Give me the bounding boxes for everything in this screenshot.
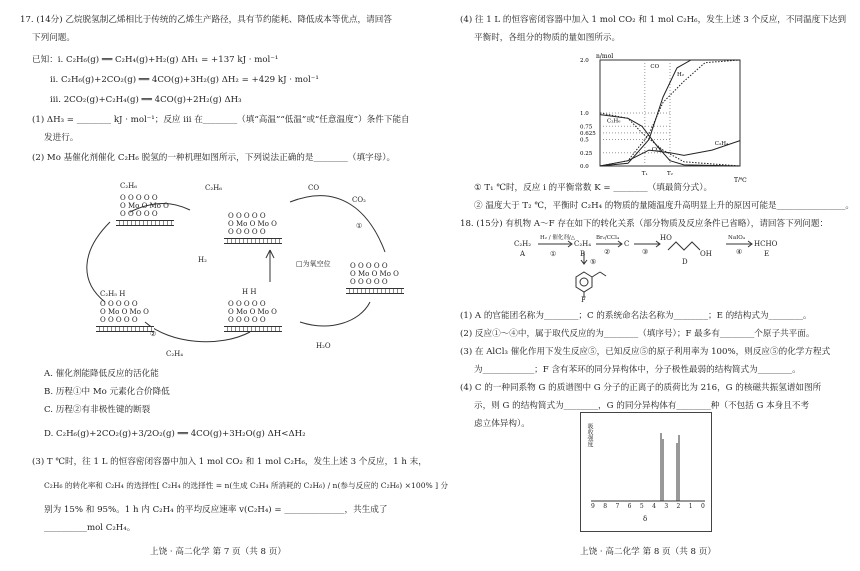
y-tick-label: 0.5 xyxy=(580,137,589,144)
x-axis-label: T/℃ xyxy=(734,177,747,182)
series-label: CO₂ xyxy=(651,147,663,154)
y-tick-label: 1.0 xyxy=(580,111,589,117)
equilibrium-chart xyxy=(560,50,750,182)
q17-3-line1: (3) T ℃时，往 1 L 的恒容密闭容器中加入 1 mol CO₂ 和 1 mol C₂H₆，发生上述 3 个反应，1 h 末， xyxy=(32,457,427,467)
compound-c: C xyxy=(624,240,630,248)
q17-2: (2) Mo 基催化剂催化 C₂H₆ 脱氢的一种机理如图所示，下列说法正确的是________（填字母）。 xyxy=(32,153,396,163)
d-ho: HO xyxy=(660,234,672,242)
q18-2: (2) 反应①～④中，属于取代反应的为________（填序号）；F 最多有________个原子共平面。 xyxy=(460,329,815,339)
series-label: CO xyxy=(650,63,660,70)
mo-row-b5: O Mo O Mo O xyxy=(228,308,277,316)
mo-row-b4: O Mo O Mo O xyxy=(100,308,149,316)
h2-product: H₂ xyxy=(198,256,207,264)
step-5-mark: ⑤ xyxy=(590,258,597,266)
mo-row-b2: O Mo O Mo O xyxy=(228,220,277,228)
label-b: B xyxy=(580,250,586,258)
reagent-4: NaIO₄ xyxy=(728,235,745,241)
mo-row-c3: O O O O O xyxy=(350,278,388,286)
y-tick-label: 0.75 xyxy=(580,124,593,131)
step-4-mark: ④ xyxy=(736,248,743,256)
q17-3-line4: __________mol C₂H₄。 xyxy=(44,523,136,533)
q18-4-line1: (4) C 的一种同系物 G 的质谱图中 G 分子的正离子的质荷比为 216，G 的核磁共振氢谱如图所 xyxy=(460,383,822,393)
mo-row-a4: O O O O O xyxy=(100,300,138,308)
c2h5h-label: C₂H₅ H xyxy=(100,290,126,298)
nmr-xlabel: δ xyxy=(643,515,648,523)
c2h6-reactant: C₂H₆ xyxy=(205,184,223,192)
mo-row-c5: O O O O O xyxy=(228,316,266,324)
mechanism-diagram xyxy=(70,172,410,362)
nmr-xtick: 1 xyxy=(688,503,693,510)
label-d: D xyxy=(682,258,688,266)
mo-row-a5: O O O O O xyxy=(228,300,266,308)
co2-reactant: CO₂ xyxy=(352,196,366,204)
step-2-mark: ② xyxy=(604,248,611,256)
q17-title-cont: 下列问题。 xyxy=(32,33,75,43)
nmr-xtick: 9 xyxy=(591,503,595,510)
y-tick-label: 2.0 xyxy=(580,58,589,64)
step-3-mark: ③ xyxy=(642,248,649,256)
known-eq2: ii. C₂H₆(g)+2CO₂(g) ══ 4CO(g)+3H₂(g) ΔH₂ = +429 kJ · mol⁻¹ xyxy=(50,75,319,85)
mo-row-a2: O O O O O xyxy=(228,212,266,220)
mo-row-b: O Mo O Mo O xyxy=(120,202,169,210)
series-label: C₂H₄ xyxy=(714,140,729,147)
nmr-plot xyxy=(581,413,711,531)
compound-a: C₂H₂ xyxy=(514,240,532,248)
q17-1-cont: 发进行。 xyxy=(44,133,79,143)
option-b: B. 历程①中 Mo 元素化合价降低 xyxy=(44,387,170,397)
label-a: A xyxy=(520,250,526,258)
q17-4-2: ② 温度大于 T₂ ℃，平衡时 C₂H₄ 的物质的量随温度升高明显上升的原因可能是________________。 xyxy=(474,201,854,211)
q18-title: 18. (15分) 有机物 A～F 存在如下的转化关系（部分物质及反应条件已省略），请回答下列问题： xyxy=(460,219,829,229)
compound-e: HCHO xyxy=(754,240,778,248)
option-d: D. C₂H₆(g)+2CO₂(g)+3/2O₂(g) ══ 4CO(g)+3H₂O(g) ΔH<ΔH₂ xyxy=(44,429,306,439)
h2o-product: H₂O xyxy=(316,342,331,350)
mo-row-a3: O O O O O xyxy=(350,262,388,270)
nmr-xtick: 5 xyxy=(639,503,644,510)
q17-3-line3: 别为 15% 和 95%。1 h 内 C₂H₄ 的平均反应速率 v(C₂H₄) = ______________，共生成了 xyxy=(44,505,388,515)
catalyst-surface-2 xyxy=(224,238,282,244)
q17-3-line2: C₂H₆ 的转化率和 C₂H₄ 的选择性[ C₂H₄ 的选择性 = n(生成 C₂H₄ 所消耗的 C₂H₆) / n(参与反应的 C₂H₆) ×100% ] 分 xyxy=(44,481,449,490)
mo-row-c2: O O O O O xyxy=(228,228,266,236)
d-oh: OH xyxy=(700,250,712,258)
mo-row-c4: O O O O O xyxy=(100,316,138,324)
q18-3-line1: (3) 在 AlCl₃ 催化作用下发生反应⑤，已知反应⑤的原子利用率为 100%，则反应⑤的化学方程式 xyxy=(460,347,831,357)
reagent-2: Br₂/CCl₄ xyxy=(596,235,620,241)
catalyst-surface-3 xyxy=(346,288,404,294)
nmr-xtick: 4 xyxy=(652,503,656,510)
c2h6-label-top: C₂H₆ xyxy=(120,182,138,190)
nmr-xtick: 0 xyxy=(701,503,705,510)
step-1-label: ① xyxy=(356,222,363,230)
q17-4-line2: 平衡时，各组分的物质的量如图所示。 xyxy=(474,33,621,43)
q18-4-line2: 示，则 G 的结构简式为________，G 的同分异构体有________种（不包括 G 本身且不考 xyxy=(474,401,810,411)
y-tick-label: 0.0 xyxy=(580,164,589,170)
nmr-xtick: 3 xyxy=(664,503,669,510)
nmr-ylabel: 吸收强度 xyxy=(586,423,593,447)
page-8 xyxy=(430,0,860,571)
y-tick-label: 0.625 xyxy=(580,130,596,137)
series-label: H₂ xyxy=(677,71,685,78)
mo-row-c: O O O O O xyxy=(120,210,158,218)
compound-b: C₂H₄ xyxy=(574,240,592,248)
synthesis-arrows xyxy=(510,232,830,304)
mo-row-b3: O Mo O Mo O xyxy=(350,270,399,278)
step-1-mark: ① xyxy=(550,250,557,258)
reagent-1: H₂ / 催化剂/△ xyxy=(540,235,575,241)
known-eq3: iii. 2CO₂(g)+C₂H₄(g) ══ 4CO(g)+2H₂(g) ΔH₃ xyxy=(50,95,242,105)
q18-4-line3: 虑立体异构）。 xyxy=(474,419,530,429)
known-eq1: 已知：i. C₂H₆(g) ══ C₂H₄(g)+H₂(g) ΔH₁ = +137 kJ · mol⁻¹ xyxy=(32,55,279,65)
q17-title: 17. (14分) 乙烷脱氢制乙烯相比于传统的乙烯生产路径，具有节约能耗、降低成本等优点，请回答 xyxy=(20,15,392,25)
label-f: F xyxy=(581,296,586,304)
catalyst-surface-1 xyxy=(116,220,174,226)
catalyst-surface-4 xyxy=(96,326,154,332)
nmr-xtick: 8 xyxy=(603,503,608,510)
q18-1: (1) A 的官能团名称为________；C 的系统命名法名称为________；E 的结构式为________。 xyxy=(460,311,812,321)
co-product: CO xyxy=(308,184,320,192)
y-axis-label: n/mol xyxy=(596,53,614,60)
step-2-label: ② xyxy=(150,330,157,338)
nmr-xticks xyxy=(591,503,705,513)
q17-4-line1: (4) 往 1 L 的恒容密闭容器中加入 1 mol CO₂ 和 1 mol C₂H₆，发生上述 3 个反应，不同温度下达到 xyxy=(460,15,847,25)
c2h4-product: C₂H₄ xyxy=(166,350,184,358)
q17-1: (1) ΔH₃ = ________ kJ · mol⁻¹；反应 iii 在________（填“高温”“低温”或“任意温度”）条件下能自 xyxy=(32,115,410,125)
hh-label: H H xyxy=(242,288,257,296)
footer-page-8: 上饶 · 高二化学 第 8 页（共 8 页） xyxy=(580,547,716,557)
y-tick-label: 0.25 xyxy=(580,150,593,157)
vacancy-legend: □为氧空位 xyxy=(296,260,331,268)
synthesis-scheme xyxy=(510,232,830,304)
label-e: E xyxy=(764,250,770,258)
nmr-spectrum xyxy=(580,412,712,532)
option-c: C. 历程②有非极性键的断裂 xyxy=(44,405,151,415)
nmr-xtick: 2 xyxy=(676,503,681,510)
x-tick-label: T₂ xyxy=(667,171,673,177)
mo-row-a: O O O O O xyxy=(120,194,158,202)
q17-4-1: ① T₁ ℃时，反应 i 的平衡常数 K = ________（填最简分式）。 xyxy=(474,183,713,193)
nmr-xtick: 6 xyxy=(627,503,632,510)
footer-page-7: 上饶 · 高二化学 第 7 页（共 8 页） xyxy=(150,547,286,557)
series-label: C₂H₆ xyxy=(607,118,621,125)
catalyst-surface-5 xyxy=(224,326,282,332)
option-a: A. 催化剂能降低反应的活化能 xyxy=(44,369,159,379)
x-tick-label: T₁ xyxy=(641,171,648,177)
nmr-xtick: 7 xyxy=(615,503,620,510)
q18-3-line2: 为____________；F 含有苯环的同分异构体中，分子极性最弱的结构简式为________。 xyxy=(474,365,801,375)
